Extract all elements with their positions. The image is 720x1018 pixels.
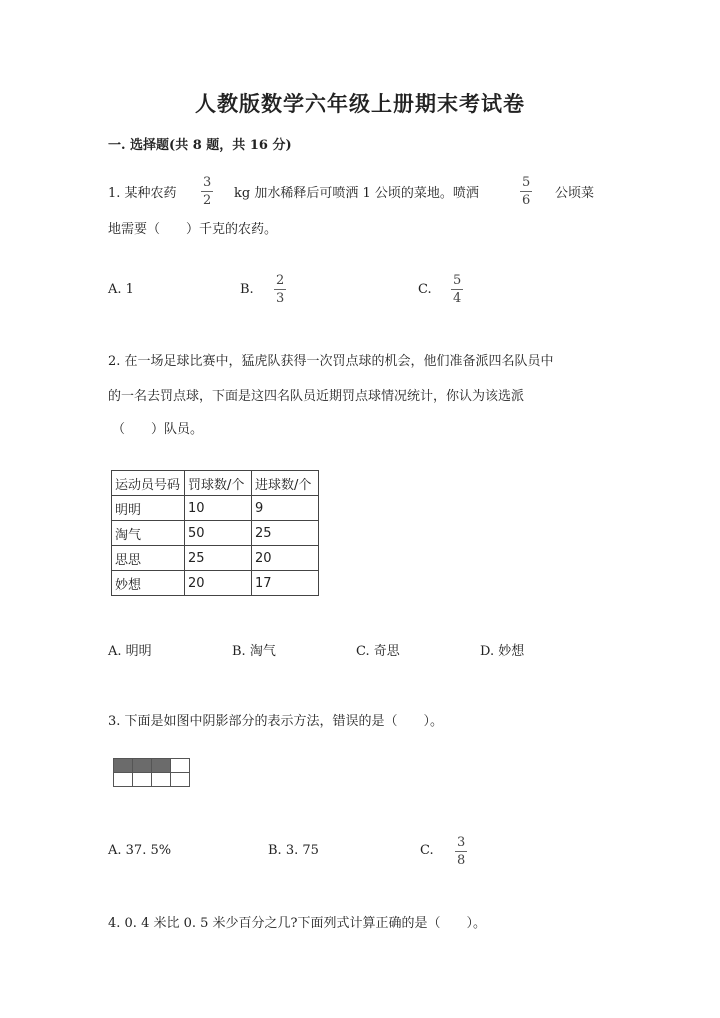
- q1-option-c: C.: [418, 282, 432, 297]
- q3-option-c: C.: [420, 843, 434, 858]
- table-cell: 50: [185, 521, 252, 546]
- q1-optc-num: 5: [453, 273, 462, 288]
- q1-frac1-den: 2: [203, 193, 212, 208]
- grid-cell-shaded: [133, 759, 152, 773]
- q2-option-b: B. 淘气: [232, 644, 276, 659]
- q3-option-c-fraction: [455, 836, 467, 867]
- table-cell: 20: [252, 546, 319, 571]
- table-cell: 17: [252, 571, 319, 596]
- section-heading: 一. 选择题(共 8 题，共 16 分): [108, 138, 292, 153]
- q2-text-line1: 2. 在一场足球比赛中，猛虎队获得一次罚点球的机会，他们准备派四名队员中: [108, 354, 554, 369]
- q1-optc-den: 4: [453, 291, 462, 306]
- table-cell: 9: [252, 496, 319, 521]
- q3-text-line1: 3. 下面是如图中阴影部分的表示方法，错误的是（ ）。: [108, 714, 444, 729]
- q1-option-b: B.: [240, 282, 254, 297]
- q1-fraction-2: [520, 176, 532, 207]
- q2-option-c: C. 奇思: [356, 644, 400, 659]
- table-cell: 25: [252, 521, 319, 546]
- table-row: [112, 496, 319, 521]
- q1-text-part1: 1. 某种农药: [108, 186, 177, 201]
- table-header-cell: 罚球数/个: [185, 471, 252, 496]
- q1-option-b-fraction: [274, 274, 286, 305]
- q1-option-c-fraction: [451, 274, 463, 305]
- table-cell: 20: [185, 571, 252, 596]
- grid-cell: [171, 773, 190, 787]
- grid-cell: [114, 773, 133, 787]
- shaded-grid-figure: [113, 758, 190, 787]
- table-cell: 明明: [112, 496, 185, 521]
- grid-cell: [171, 759, 190, 773]
- grid-cell: [152, 773, 171, 787]
- table-header-cell: 进球数/个: [252, 471, 319, 496]
- q3-option-a: A. 37. 5%: [108, 843, 172, 858]
- q3-optc-num: 3: [457, 835, 466, 850]
- q4-text-line1: 4. 0. 4 米比 0. 5 米少百分之几?下面列式计算正确的是（ ）。: [108, 916, 487, 931]
- q2-text-line3: （ ）队员。: [112, 422, 204, 437]
- q1-frac2-num: 5: [522, 175, 531, 190]
- page-title: 人教版数学六年级上册期末考试卷: [195, 91, 525, 116]
- grid-row: [114, 773, 190, 787]
- q1-text-part2: kg 加水稀释后可喷洒 1 公顷的菜地。喷洒: [234, 186, 479, 201]
- q1-fraction-1: [201, 176, 213, 207]
- q2-option-d: D. 妙想: [480, 644, 525, 659]
- stats-table: [111, 470, 319, 596]
- grid-cell: [133, 773, 152, 787]
- q3-option-b: B. 3. 75: [268, 843, 319, 858]
- table-cell: 25: [185, 546, 252, 571]
- q2-option-a: A. 明明: [108, 644, 152, 659]
- q1-optb-num: 2: [276, 273, 285, 288]
- table-header-row: [112, 471, 319, 496]
- table-row: [112, 546, 319, 571]
- grid-row: [114, 759, 190, 773]
- q2-text-line2: 的一名去罚点球，下面是这四名队员近期罚点球情况统计，你认为该选派: [108, 389, 525, 404]
- q1-frac1-num: 3: [203, 175, 212, 190]
- table-cell: 淘气: [112, 521, 185, 546]
- table-cell: 思思: [112, 546, 185, 571]
- q1-frac2-den: 6: [522, 193, 531, 208]
- q1-optb-den: 3: [276, 291, 285, 306]
- table-header-cell: 运动员号码: [112, 471, 185, 496]
- grid-cell-shaded: [114, 759, 133, 773]
- table-row: [112, 571, 319, 596]
- grid-cell-shaded: [152, 759, 171, 773]
- q1-option-a: A. 1: [108, 282, 134, 297]
- table-cell: 妙想: [112, 571, 185, 596]
- table-cell: 10: [185, 496, 252, 521]
- q1-text-part3: 公顷菜: [555, 186, 595, 201]
- table-row: [112, 521, 319, 546]
- q3-optc-den: 8: [457, 853, 466, 868]
- q1-text-line2: 地需要（ ）千克的农药。: [108, 222, 278, 237]
